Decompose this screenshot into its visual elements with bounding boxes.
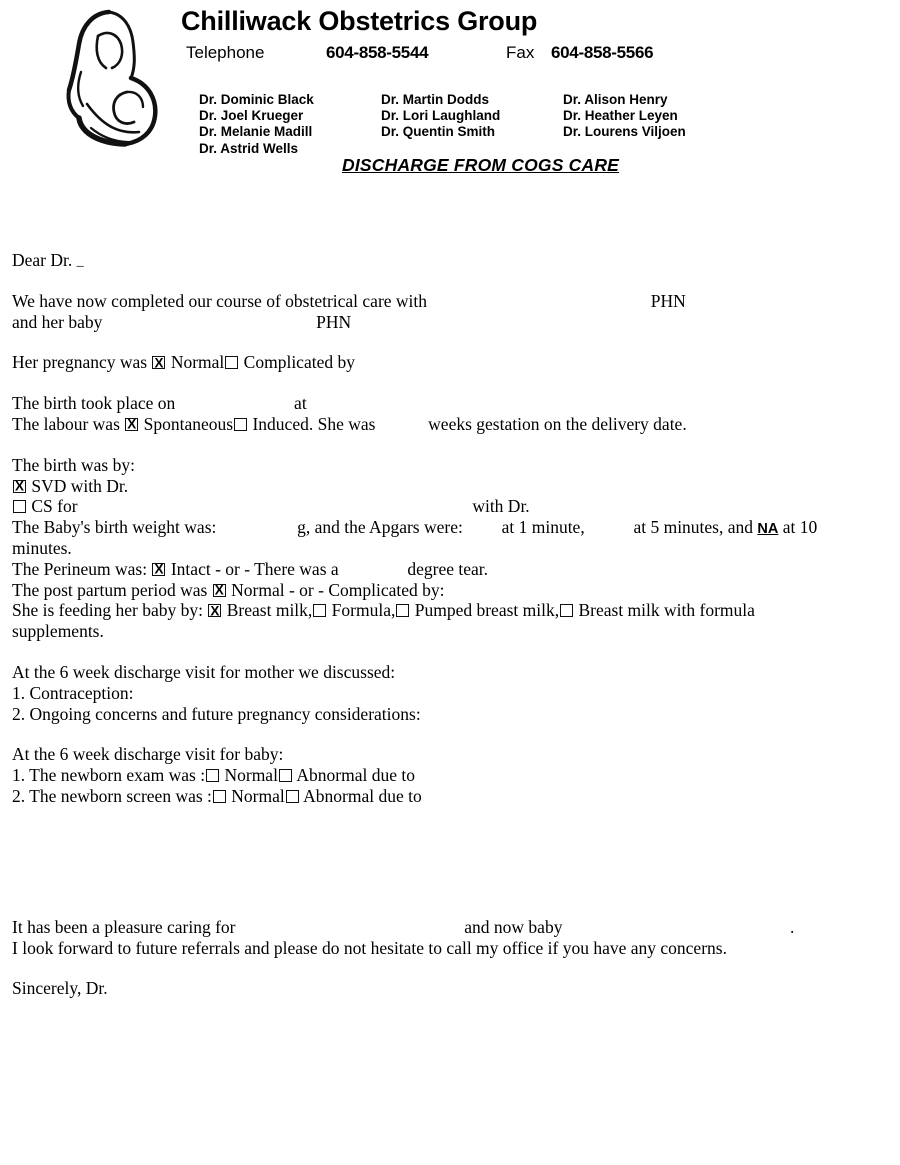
checkbox-labour-spontaneous[interactable]	[125, 418, 138, 431]
doctor-name: Dr. Lori Laughland	[381, 108, 501, 124]
feeding-continuation: supplements.	[12, 621, 104, 642]
baby-visit-heading-text: At the 6 week discharge visit for baby:	[12, 744, 284, 765]
doctor-name: Dr. Heather Leyen	[563, 108, 678, 124]
salutation-blank: _	[76, 254, 84, 269]
doctor-name: Dr. Joel Krueger	[199, 108, 304, 124]
spacer	[12, 724, 888, 744]
baby-visit-item-1	[12, 765, 888, 786]
spacer	[12, 642, 888, 662]
birth-took-place-label: The birth took place on	[12, 393, 176, 414]
doctor-name: Dr. Lourens Viljoen	[563, 124, 686, 140]
weight-unit-label: g, and the Apgars were:	[297, 517, 463, 538]
baby-visit-heading	[12, 744, 888, 765]
doctor-name: Dr. Quentin Smith	[381, 124, 496, 140]
perineum-degree-suffix: degree tear.	[407, 558, 489, 579]
checkbox-labour-induced[interactable]	[234, 418, 247, 431]
doctor-name: Dr. Melanie Madill	[199, 124, 313, 140]
spacer	[12, 332, 888, 352]
feeding-breast-milk-label: Breast milk,	[226, 600, 313, 621]
intro-line-1	[12, 291, 888, 312]
birth-weight-apgar-line	[12, 517, 888, 538]
spacer	[12, 373, 888, 393]
baby-visit-item-2	[12, 786, 888, 807]
birth-date-line	[12, 393, 888, 414]
doctor-name: Dr. Alison Henry	[563, 92, 668, 107]
perineum-line	[12, 559, 888, 580]
checkbox-postpartum-normal[interactable]	[213, 584, 226, 597]
doctor-roster	[199, 92, 719, 157]
labour-prefix: The labour was	[12, 413, 120, 434]
mother-visit-heading	[12, 662, 888, 683]
fax-number: 604-858-5566	[551, 43, 654, 62]
checkbox-birth-svd[interactable]	[13, 480, 26, 493]
apgar-5min-label: at 5 minutes, and	[633, 517, 754, 538]
spacer	[12, 807, 888, 917]
newborn-screen-abnormal-label: Abnormal due to	[303, 785, 422, 806]
closing-text-2: I look forward to future referrals and please do not hesitate to call my office if you have any concerns.	[12, 937, 727, 958]
ongoing-concerns-label: 2. Ongoing concerns and future pregnancy considerations:	[12, 703, 421, 724]
checkbox-pregnancy-normal[interactable]	[152, 356, 165, 369]
mother-visit-item-1	[12, 683, 888, 704]
checkbox-newborn-screen-normal[interactable]	[213, 790, 226, 803]
postpartum-line	[12, 580, 888, 601]
checkbox-newborn-exam-normal[interactable]	[206, 769, 219, 782]
pregnancy-line	[12, 352, 888, 373]
doctor-column-2	[381, 92, 563, 157]
postpartum-prefix: The post partum period was	[12, 579, 208, 600]
checkbox-feeding-pumped[interactable]	[396, 604, 409, 617]
closing-period: .	[790, 916, 795, 937]
mother-visit-item-2	[12, 704, 888, 725]
contraception-label: 1. Contraception:	[12, 682, 134, 703]
telephone-number: 604-858-5544	[326, 43, 429, 62]
mother-visit-heading-text: At the 6 week discharge visit for mother we discussed:	[12, 661, 396, 682]
salutation-text: Dear Dr.	[12, 250, 73, 270]
signoff-line	[12, 978, 888, 999]
birth-was-by-label: The birth was by:	[12, 454, 135, 475]
doctor-name: Dr. Martin Dodds	[381, 92, 490, 107]
pregnancy-complicated-label: Complicated by	[243, 352, 355, 373]
apgar-minutes-continuation: minutes.	[12, 537, 72, 558]
intro-text-1: We have now completed our course of obstetrical care with	[12, 290, 428, 311]
feeding-pumped-label: Pumped breast milk,	[414, 600, 560, 621]
cs-label: CS for	[31, 496, 78, 517]
apgar-10-value[interactable]: NA	[757, 521, 779, 538]
document-title: DISCHARGE FROM COGS CARE	[342, 155, 620, 175]
checkbox-newborn-screen-abnormal[interactable]	[286, 790, 299, 803]
intro-phn-label-2: PHN	[316, 311, 352, 332]
doctor-column-3	[563, 92, 686, 157]
checkbox-birth-cs[interactable]	[13, 500, 26, 513]
checkbox-newborn-exam-abnormal[interactable]	[279, 769, 292, 782]
feeding-line	[12, 600, 888, 621]
cs-line	[12, 496, 888, 517]
spacer	[12, 958, 888, 978]
cs-with-dr-label: with Dr.	[472, 496, 530, 517]
feeding-breast-with-formula-label: Breast milk with formula	[578, 600, 755, 621]
birth-at-label: at	[294, 393, 307, 414]
weight-prefix: The Baby's birth weight was:	[12, 517, 217, 538]
salutation-line	[12, 250, 888, 271]
labour-spontaneous-label: Spontaneous	[143, 413, 234, 434]
newborn-screen-normal-label: Normal	[231, 785, 285, 806]
letterhead	[0, 0, 900, 190]
apgar-1min-label: at 1 minute,	[501, 517, 585, 538]
apgar-10min-label: at 10	[782, 517, 818, 538]
doctor-name: Dr. Dominic Black	[199, 92, 314, 107]
newborn-exam-normal-label: Normal	[224, 765, 278, 786]
perineum-intact-label: Intact - or - There was a	[170, 558, 339, 579]
checkbox-feeding-formula[interactable]	[313, 604, 326, 617]
intro-phn-label-1: PHN	[650, 290, 686, 311]
feeding-formula-label: Formula,	[331, 600, 396, 621]
spacer	[12, 271, 888, 291]
mother-and-baby-logo	[57, 6, 162, 148]
svd-label: SVD with Dr.	[31, 475, 129, 496]
checkbox-perineum-intact[interactable]	[152, 563, 165, 576]
intro-text-2: and her baby	[12, 311, 103, 332]
closing-line-2	[12, 938, 888, 959]
doctor-column-1	[199, 92, 381, 157]
feeding-continuation-line	[12, 621, 888, 642]
newborn-screen-prefix: 2. The newborn screen was :	[12, 785, 212, 806]
pregnancy-prefix: Her pregnancy was	[12, 352, 148, 373]
signoff-text: Sincerely, Dr.	[12, 978, 108, 999]
letter-body	[12, 250, 888, 999]
svd-line	[12, 476, 888, 497]
birth-method-heading	[12, 455, 888, 476]
apgar-continuation-line	[12, 538, 888, 559]
pregnancy-normal-label: Normal	[170, 352, 225, 373]
newborn-exam-prefix: 1. The newborn exam was :	[12, 765, 206, 786]
checkbox-feeding-breast-with-formula[interactable]	[560, 604, 573, 617]
telephone-label: Telephone	[186, 43, 265, 62]
closing-text-a: It has been a pleasure caring for	[12, 916, 236, 937]
labour-induced-label: Induced. She was	[252, 413, 376, 434]
labour-line	[12, 414, 888, 435]
feeding-prefix: She is feeding her baby by:	[12, 600, 203, 621]
checkbox-pregnancy-complicated[interactable]	[225, 356, 238, 369]
fax-label: Fax	[506, 43, 535, 62]
organization-title: Chilliwack Obstetrics Group	[181, 6, 538, 36]
postpartum-normal-label: Normal - or - Complicated by:	[231, 579, 445, 600]
intro-line-2	[12, 312, 888, 333]
closing-text-b: and now baby	[464, 916, 563, 937]
doctor-name: Dr. Astrid Wells	[199, 140, 299, 156]
checkbox-feeding-breast-milk[interactable]	[208, 604, 221, 617]
labour-gestation-suffix: weeks gestation on the delivery date.	[428, 413, 687, 434]
contact-row	[186, 43, 706, 67]
spacer	[12, 435, 888, 455]
perineum-prefix: The Perineum was:	[12, 558, 148, 579]
newborn-exam-abnormal-label: Abnormal due to	[296, 765, 415, 786]
closing-line-1	[12, 917, 888, 938]
